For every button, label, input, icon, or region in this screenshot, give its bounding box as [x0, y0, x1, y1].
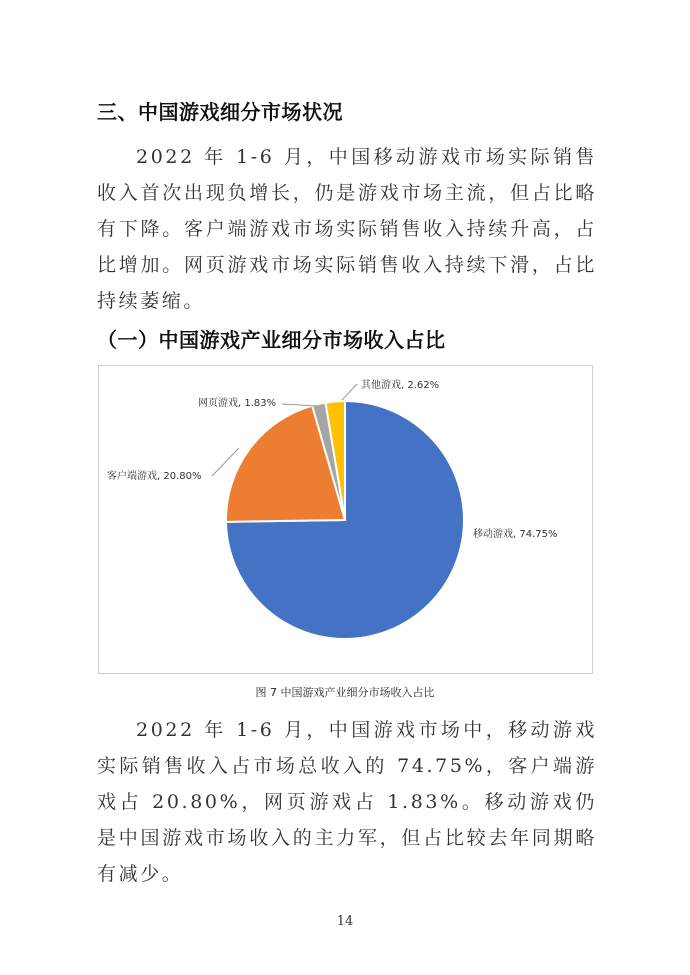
pie-label-1: 客户端游戏, 20.80% [107, 471, 202, 482]
page-number: 14 [336, 914, 354, 929]
pie-chart [99, 366, 594, 675]
pie-chart-frame [98, 365, 593, 674]
paragraph-analysis: 2022 年 1-6 月，中国游戏市场中，移动游戏实际销售收入占市场总收入的 74.75%，客户端游戏占 20.80%，网页游戏占 1.83%。移动游戏仍是中国游戏市场收入的主力军，但占比较去年同期略有减少。 [97, 719, 597, 885]
section-heading: 三、中国游戏细分市场状况 [97, 100, 343, 124]
pie-label-2: 网页游戏, 1.83% [198, 398, 277, 409]
pie-label-3: 其他游戏, 2.62% [361, 380, 440, 391]
pie-leader-line-3 [342, 384, 357, 400]
pie-label-0: 移动游戏, 74.75% [473, 529, 558, 540]
subsection-heading: （一）中国游戏产业细分市场收入占比 [97, 328, 446, 352]
figure-caption: 图 7 中国游戏产业细分市场收入占比 [255, 686, 435, 699]
paragraph-intro: 2022 年 1-6 月，中国移动游戏市场实际销售收入首次出现负增长，仍是游戏市场主流，但占比略有下降。客户端游戏市场实际销售收入持续升高，占比增加。网页游戏市场实际销售收入持续下滑，占比持续萎缩。 [97, 146, 597, 312]
